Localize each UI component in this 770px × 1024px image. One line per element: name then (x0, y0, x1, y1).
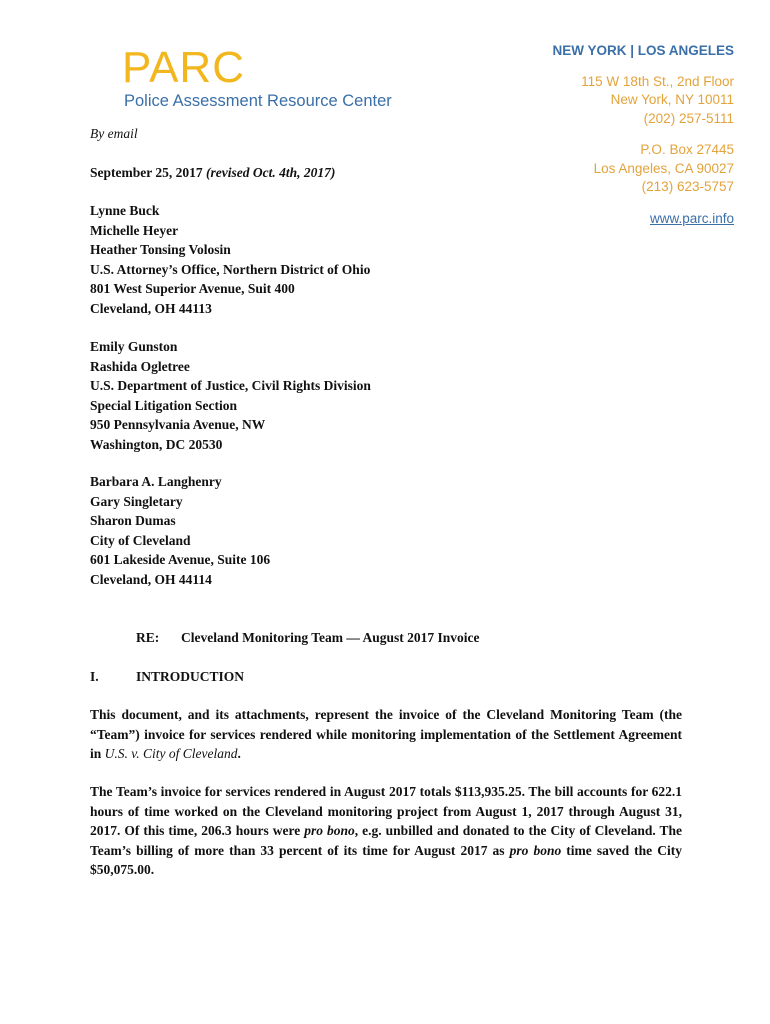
la-phone: (213) 623-5757 (641, 179, 734, 194)
recipient-line: U.S. Attorney’s Office, Northern District of Ohio (90, 261, 371, 277)
recipient-line: Heather Tonsing Volosin (90, 242, 231, 257)
ny-address-line: New York, NY 10011 (610, 92, 734, 107)
intro-end: . (237, 746, 241, 761)
case-name: U.S. v. City of Cleveland (104, 746, 238, 761)
recipient-line: Washington, DC 20530 (90, 436, 223, 452)
recipient-line: Special Litigation Section (90, 397, 238, 413)
la-address-line: P.O. Box 27445 (640, 142, 734, 157)
recipient-line: Rashida Ogletree (90, 358, 190, 374)
date-text: September 25, 2017 (90, 165, 203, 180)
office-cities: NEW YORK | LOS ANGELES (552, 43, 734, 58)
recipient-block-usao (90, 201, 370, 318)
recipient-line: Barbara A. Langhenry (90, 474, 222, 489)
pro-bono-term: pro bono (509, 842, 562, 858)
intro-text: This document, and its attachments, represent the invoice of the Cleveland Monitoring Team (the “Team”) invoice for services rendered while monitoring implementation of the Settlement Agreement in (90, 707, 682, 761)
recipient-line: Sharon Dumas (90, 513, 176, 528)
la-address (552, 141, 734, 197)
recipient-line: City of Cleveland (90, 532, 191, 548)
recipient-line: Cleveland, OH 44113 (90, 300, 212, 316)
recipient-line: U.S. Department of Justice, Civil Rights Division (90, 378, 371, 393)
parc-logo: PARC (122, 43, 245, 92)
recipient-line: Emily Gunston (90, 339, 178, 354)
summary-text: The Team’s invoice for services rendered in August 2017 totals $113,935.25. The bill accounts for 622.1 hours of time worked on the Cleveland monitoring project from August 1, 2017 through August 31, 2017. Of this time, 206.3 hours were (90, 784, 682, 838)
la-address-line: Los Angeles, CA 90027 (593, 160, 734, 176)
section-number: I. (90, 669, 99, 684)
recipient-line: Gary Singletary (90, 493, 183, 509)
recipient-line: Cleveland, OH 44114 (90, 571, 212, 587)
parc-logo-subtitle: Police Assessment Resource Center (124, 92, 392, 110)
ny-address-line: 115 W 18th St., 2nd Floor (581, 73, 734, 89)
website-link[interactable]: www.parc.info (649, 210, 734, 226)
recipient-line: 801 West Superior Avenue, Suit 400 (90, 281, 295, 296)
pro-bono-term: pro bono (304, 823, 355, 838)
recipient-line: Michelle Heyer (90, 222, 179, 238)
invoice-summary-paragraph (90, 782, 682, 880)
recipient-block-city (90, 472, 270, 589)
intro-paragraph (90, 705, 682, 764)
summary-text: , e.g. unbilled and donated to the City of Cleveland. The Team’s billing of more than 33 percent of its time for August 2017 as (90, 823, 682, 858)
recipient-line: 950 Pennsylvania Avenue, NW (90, 417, 266, 432)
ny-phone: (202) 257-5111 (643, 110, 734, 126)
ny-address (552, 73, 734, 129)
recipient-line: 601 Lakeside Avenue, Suite 106 (90, 552, 271, 567)
recipient-line: Lynne Buck (90, 203, 160, 218)
section-title: INTRODUCTION (136, 669, 245, 684)
re-label: RE: (136, 630, 160, 645)
date-revised: (revised Oct. 4th, 2017) (206, 165, 336, 180)
letter-date (90, 163, 335, 183)
delivery-method: By email (90, 126, 138, 141)
letterhead-contact (552, 42, 734, 228)
re-subject: Cleveland Monitoring Team — August 2017 Invoice (181, 630, 480, 645)
recipient-block-doj (90, 337, 371, 454)
summary-text: time saved the City $50,075.00. (90, 842, 682, 877)
